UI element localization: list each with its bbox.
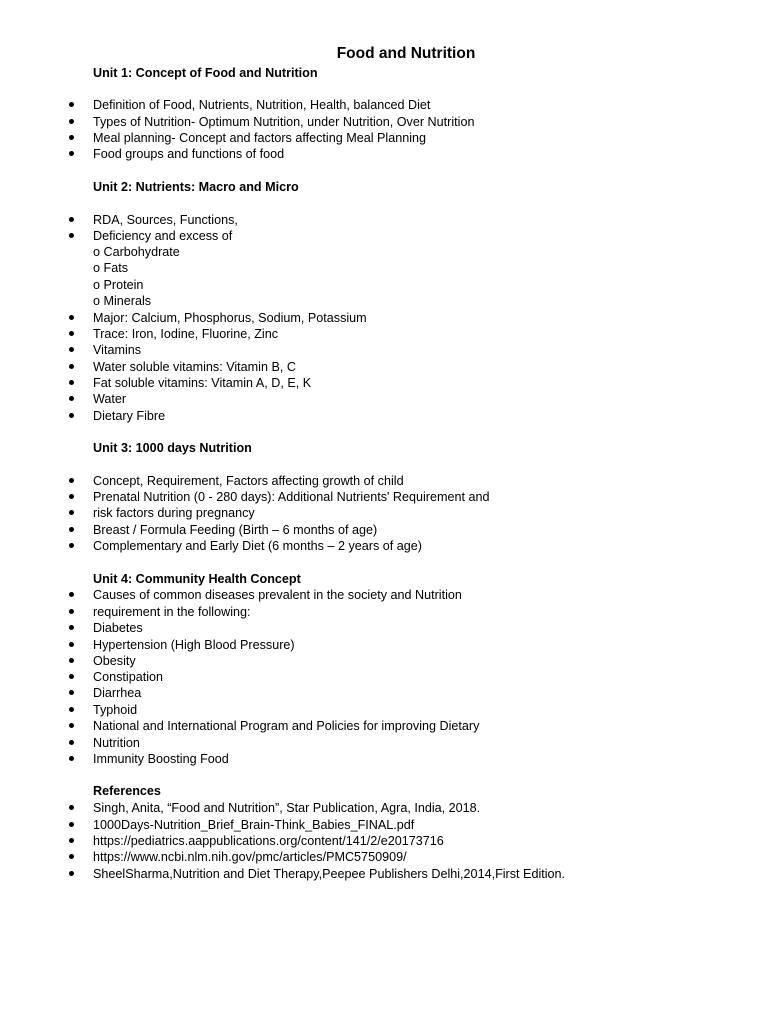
unit-4-item: Constipation [93,670,164,684]
unit-1-item: Definition of Food, Nutrients, Nutrition, Health, balanced Diet [93,98,431,112]
reference-item: https://www.ncbi.nlm.nih.gov/pmc/articles/PMC5750909/ [93,850,407,864]
unit-1-item: Types of Nutrition- Optimum Nutrition, under Nutrition, Over Nutrition [93,115,475,129]
unit-2-item: Major: Calcium, Phosphorus, Sodium, Potassium [93,311,367,325]
unit-4-item: Nutrition [93,736,140,750]
unit-2-item: Vitamins [93,343,142,357]
unit-4-heading: Unit 4: Community Health Concept [93,572,301,586]
unit-2-subitem: o Fats [93,261,128,275]
unit-3-item: Prenatal Nutrition (0 - 280 days): Additional Nutrients' Requirement and [93,490,490,504]
unit-2-subitem: o Protein [93,278,144,292]
unit-4-item: Immunity Boosting Food [93,752,229,766]
unit-4-item: Hypertension (High Blood Pressure) [93,638,295,652]
unit-2-item: Trace: Iron, Iodine, Fluorine, Zinc [93,327,279,341]
unit-4-item: Causes of common diseases prevalent in the society and Nutrition [93,588,462,602]
unit-3-heading: Unit 3: 1000 days Nutrition [93,441,252,455]
unit-2-item: Deficiency and excess of [93,229,233,243]
unit-4-item: Diarrhea [93,686,142,700]
unit-4-item: Obesity [93,654,136,668]
unit-2-subitem: o Carbohydrate [93,245,180,259]
reference-item: 1000Days-Nutrition_Brief_Brain-Think_Babies_FINAL.pdf [93,818,415,832]
unit-4-item: National and International Program and Policies for improving Dietary [93,719,480,733]
unit-2-item: Water [93,392,127,406]
unit-2-item: Dietary Fibre [93,409,166,423]
references-heading: References [93,784,161,798]
unit-1-heading: Unit 1: Concept of Food and Nutrition [93,66,318,80]
unit-3-item: risk factors during pregnancy [93,506,255,520]
unit-3-item: Breast / Formula Feeding (Birth – 6 months of age) [93,523,378,537]
unit-1-item: Meal planning- Concept and factors affecting Meal Planning [93,131,427,145]
unit-2-subitem: o Minerals [93,294,152,308]
unit-3-item: Concept, Requirement, Factors affecting growth of child [93,474,404,488]
unit-4-item: Diabetes [93,621,143,635]
unit-2-item: RDA, Sources, Functions, [93,213,238,227]
reference-item: SheelSharma,Nutrition and Diet Therapy,Peepee Publishers Delhi,2014,First Edition. [93,867,566,881]
unit-4-item: requirement in the following: [93,605,251,619]
unit-1-item: Food groups and functions of food [93,147,285,161]
unit-3-item: Complementary and Early Diet (6 months – 2 years of age) [93,539,422,553]
unit-4-item: Typhoid [93,703,138,717]
unit-2-item: Fat soluble vitamins: Vitamin A, D, E, K [93,376,312,390]
document-title: Food and Nutrition [336,45,476,62]
unit-2-item: Water soluble vitamins: Vitamin B, C [93,360,296,374]
reference-item: https://pediatrics.aappublications.org/content/141/2/e20173716 [93,834,444,848]
unit-2-heading: Unit 2: Nutrients: Macro and Micro [93,180,299,194]
reference-item: Singh, Anita, “Food and Nutrition”, Star Publication, Agra, India, 2018. [93,801,481,815]
